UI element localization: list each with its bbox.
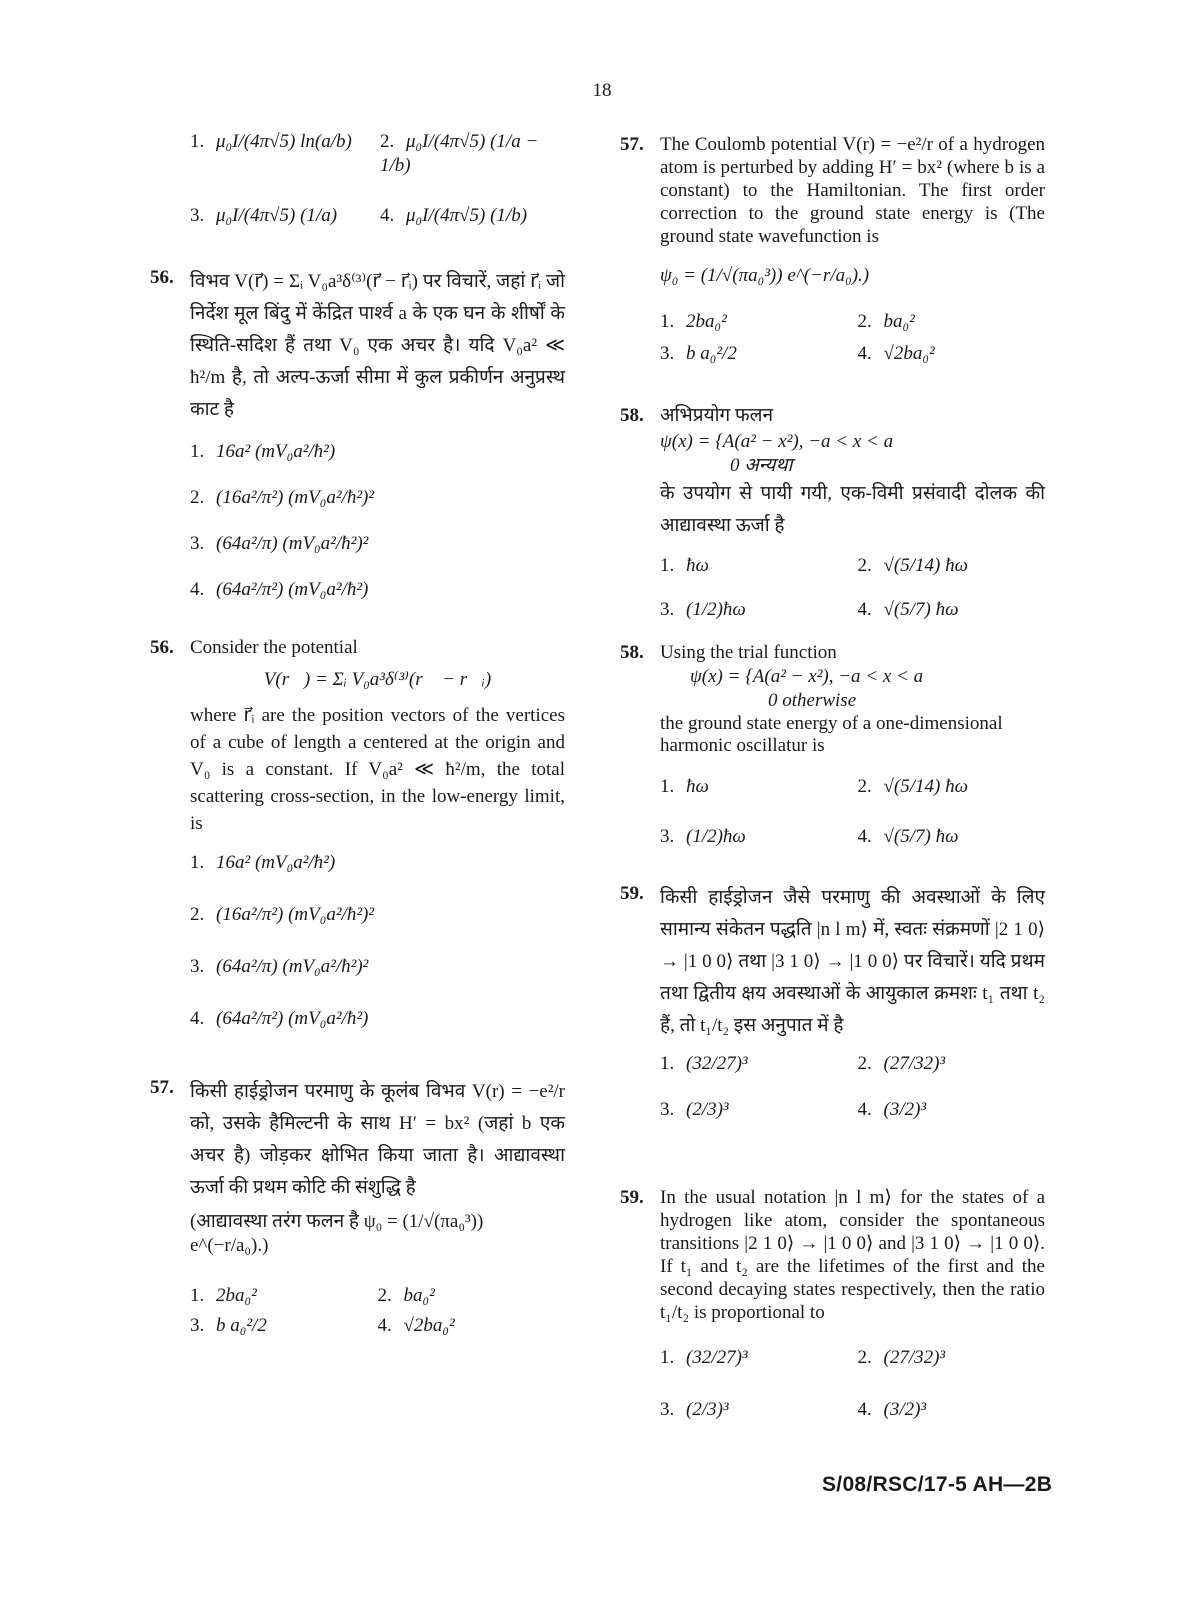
option-expression: μ₀I/(4π√5) ln(a/b) (216, 131, 352, 152)
option-number: 3. (190, 205, 205, 226)
option (190, 1314, 378, 1338)
question-text: The Coulomb potential V(r) = −e²/r of a hydrogen atom is perturbed by adding H′ = bx² (where b is a constant) to the Hamiltonian. The first order correction to the ground state energy is (The ground state wavefunction is (660, 134, 1045, 247)
option-number: 4. (190, 579, 205, 600)
option-number: 1. (660, 311, 675, 332)
option-expression: (32/27)³ (686, 1347, 748, 1368)
option (848, 310, 1046, 334)
question-text: In the usual notation |n l m⟩ for the states of a hydrogen like atom, consider the spontaneous transitions |2 1 0⟩ → |1 0 0⟩ and |3 1 0⟩ → |1 0 0⟩. If t₁ and t₂ are the lifetimes of the first and the second decaying states respectively, then the ratio t₁/t₂ is proportional to (660, 1187, 1045, 1323)
option-number: 3. (660, 1099, 675, 1120)
question-56-hindi (150, 266, 565, 602)
options (190, 851, 565, 1031)
option-expression: ħω (686, 555, 709, 576)
option (378, 1314, 566, 1338)
option-number: 1. (190, 441, 205, 462)
option-number: 1. (660, 1053, 675, 1074)
question-number: 57. (150, 1077, 174, 1098)
option (848, 1052, 1046, 1076)
question-number: 59. (620, 1187, 644, 1208)
option-number: 4. (377, 1315, 392, 1336)
question-text: किसी हाईड्रोजन जैसे परमाणु की अवस्थाओं के लिए सामान्य संकेतन पद्धति |n l m⟩ में, स्वतः संक्रमणों |2 1 0⟩ → |1 0 0⟩ तथा |3 1 0⟩ → |1 0 0⟩ पर विचारें। यदि प्रथम तथा द्वितीय क्षय अवस्थाओं के आयुकाल क्रमशः t₁ तथा t₂ हैं, तो t₁/t₂ इस अनुपात में है (660, 887, 1045, 1036)
footer-code: S/08/RSC/17-5 AH—2B (822, 1473, 1053, 1496)
option (660, 598, 848, 622)
option-number: 3. (660, 826, 675, 847)
option-number: 2. (857, 311, 872, 332)
trial-function-case2: 0 otherwise (768, 690, 857, 711)
option (848, 825, 1046, 849)
options (190, 440, 565, 602)
option (380, 130, 570, 178)
trial-function-case1: ψ(x) = {A(a² − x²), −a < x < a (690, 666, 924, 687)
option (190, 532, 565, 556)
option-number: 3. (660, 1399, 675, 1420)
option-expression: μ₀I/(4π√5) (1/a − 1/b) (380, 131, 539, 176)
option-number: 3. (190, 1315, 205, 1336)
option-expression: √2ba₀² (403, 1315, 455, 1336)
option-expression: (64a²/π) (mV₀a²/ħ²)² (216, 956, 369, 977)
option (380, 204, 570, 228)
option-expression: (16a²/π²) (mV₀a²/ħ²)² (216, 904, 375, 925)
option-number: 3. (660, 343, 675, 364)
option-expression: b a₀²/2 (686, 343, 737, 364)
question-58-hindi (620, 404, 1045, 622)
option-number: 1. (190, 1285, 205, 1306)
options (660, 1052, 1045, 1122)
question-number: 59. (620, 883, 644, 904)
option-expression: (3/2)³ (883, 1399, 927, 1420)
option-expression: b a₀²/2 (216, 1315, 267, 1336)
option (190, 1007, 565, 1031)
question-title: अभिप्रयोग फलन (660, 405, 774, 426)
option-expression: (27/32)³ (883, 1053, 946, 1074)
option-expression: (2/3)³ (686, 1099, 729, 1120)
option-expression: (27/32)³ (883, 1347, 946, 1368)
option-expression: μ₀I/(4π√5) (1/a) (216, 205, 338, 226)
question-text: के उपयोग से पायी गयी, एक-विमी प्रसंवादी दोलक की आद्यावस्था ऊर्जा है (660, 483, 1045, 536)
question-55-options (190, 130, 570, 228)
question-text: where r⃗ᵢ are the position vectors of the vertices of a cube of length a centered at the origin and V₀ is a constant. If V₀a² ≪ ħ²/m, the total scattering cross-section, in the low-energy limit, is (190, 705, 565, 834)
option-number: 4. (857, 1099, 872, 1120)
question-number: 56. (150, 637, 174, 658)
option (190, 955, 565, 979)
option-number: 2. (190, 904, 205, 925)
question-number: 58. (620, 642, 644, 663)
option (660, 1052, 848, 1076)
question-58-english (620, 641, 1045, 849)
option (848, 1098, 1046, 1122)
option (660, 775, 848, 799)
option-expression: ħω (686, 776, 709, 797)
option (660, 1398, 848, 1422)
option (190, 578, 565, 602)
page-number: 18 (592, 80, 612, 101)
question-formula: V(r⃗) = Σᵢ V₀a³δ⁽³⁾(r⃗ − r⃗ᵢ) (263, 669, 492, 690)
option-number: 1. (660, 555, 675, 576)
option-number: 2. (377, 1285, 392, 1306)
options (660, 775, 1045, 849)
option-number: 3. (660, 599, 675, 620)
option (190, 1284, 378, 1308)
option (190, 440, 565, 464)
options (660, 1346, 1045, 1422)
option-expression: 16a² (mV₀a²/ħ²) (216, 441, 336, 462)
question-text: the ground state energy of a one-dimensional harmonic oscillatur is (660, 713, 1003, 756)
question-59-hindi (620, 882, 1045, 1122)
option (378, 1284, 566, 1308)
option-number: 2. (190, 487, 205, 508)
options (190, 1284, 565, 1338)
option (848, 554, 1046, 578)
option (660, 1346, 848, 1370)
question-57-hindi (150, 1076, 565, 1338)
question-wavefunction: ψ₀ = (1/√(πa₀³)) e^(−r/a₀).) (660, 265, 870, 286)
option-expression: (3/2)³ (883, 1099, 927, 1120)
option-number: 4. (857, 599, 872, 620)
trial-function-case2: 0 अन्यथा (730, 455, 793, 476)
question-text: किसी हाईड्रोजन परमाणु के कूलंब विभव V(r) = −e²/r को, उसके हैमिल्टनी के साथ H′ = bx² (जहां b एक अचर है) जोड़कर क्षोभित किया जाता है। आद्यावस्था ऊर्जा की प्रथम कोटि की संशुद्धि है (190, 1081, 565, 1198)
option-expression: (64a²/π²) (mV₀a²/ħ²) (216, 579, 369, 600)
option-expression: (16a²/π²) (mV₀a²/ħ²)² (216, 487, 375, 508)
option (190, 486, 565, 510)
question-number: 58. (620, 405, 644, 426)
option-expression: 2ba₀² (216, 1285, 257, 1306)
options (660, 554, 1045, 622)
question-59-english (620, 1186, 1045, 1422)
question-title: Using the trial function (660, 642, 837, 663)
option-expression: √2ba₀² (883, 343, 935, 364)
option (660, 825, 848, 849)
option-expression: μ₀I/(4π√5) (1/b) (406, 205, 528, 226)
option-number: 4. (380, 205, 395, 226)
question-text: विभव V(r⃗) = Σᵢ V₀a³δ⁽³⁾(r⃗ − r⃗ᵢ) पर विचारें, जहां r⃗ᵢ जो निर्देश मूल बिंदु में केंद्रित पार्श्व a के एक घन के शीर्षों के स्थिति-सदिश हैं तथा V₀ एक अचर है। यदि V₀a² ≪ ħ²/m है, तो अल्प-ऊर्जा सीमा में कुल प्रकीर्णन अनुप्रस्थ काट है (190, 271, 565, 420)
trial-function-case1: ψ(x) = {A(a² − x²), −a < x < a (660, 431, 894, 452)
option (190, 851, 565, 875)
option-expression: √(5/7) ħω (883, 599, 959, 620)
option-number: 3. (190, 533, 205, 554)
option-expression: (32/27)³ (686, 1053, 748, 1074)
option-expression: 2ba₀² (686, 311, 727, 332)
option-expression: (1/2)ħω (686, 826, 746, 847)
options (660, 310, 1045, 366)
option (848, 775, 1046, 799)
option (190, 130, 380, 178)
option-number: 1. (190, 852, 205, 873)
option-number: 2. (857, 1053, 872, 1074)
question-intro: Consider the potential (190, 637, 358, 658)
option (848, 1398, 1046, 1422)
question-note: (आद्यावस्था तरंग फलन है ψ₀ = (1/√(πa₀³)) e^(−r/a₀).) (190, 1211, 484, 1256)
option (848, 598, 1046, 622)
option (190, 204, 380, 228)
option (660, 342, 848, 366)
option-expression: (1/2)ħω (686, 599, 746, 620)
option (848, 1346, 1046, 1370)
option-expression: (64a²/π²) (mV₀a²/ħ²) (216, 1008, 369, 1029)
question-number: 57. (620, 134, 644, 155)
option-number: 4. (857, 826, 872, 847)
option-number: 2. (857, 1347, 872, 1368)
option-expression: 16a² (mV₀a²/ħ²) (216, 852, 336, 873)
option-expression: ba₀² (883, 311, 915, 332)
option-expression: ba₀² (403, 1285, 435, 1306)
option-number: 1. (660, 776, 675, 797)
option-expression: (64a²/π) (mV₀a²/ħ²)² (216, 533, 369, 554)
option-number: 4. (857, 343, 872, 364)
option (660, 554, 848, 578)
option (660, 310, 848, 334)
option-number: 1. (190, 131, 205, 152)
option-expression: √(5/14) ħω (883, 555, 969, 576)
option-number: 2. (380, 131, 395, 152)
option-number: 4. (857, 1399, 872, 1420)
option (848, 342, 1046, 366)
option-number: 3. (190, 956, 205, 977)
question-57-english (620, 133, 1045, 366)
option-number: 2. (857, 555, 872, 576)
option-number: 4. (190, 1008, 205, 1029)
option-number: 2. (857, 776, 872, 797)
option-expression: √(5/14) ħω (883, 776, 969, 797)
option-number: 1. (660, 1347, 675, 1368)
question-56-english (150, 636, 565, 1031)
option (660, 1098, 848, 1122)
option-expression: (2/3)³ (686, 1399, 729, 1420)
option-expression: √(5/7) ħω (883, 826, 959, 847)
question-number: 56. (150, 267, 174, 288)
option (190, 903, 565, 927)
